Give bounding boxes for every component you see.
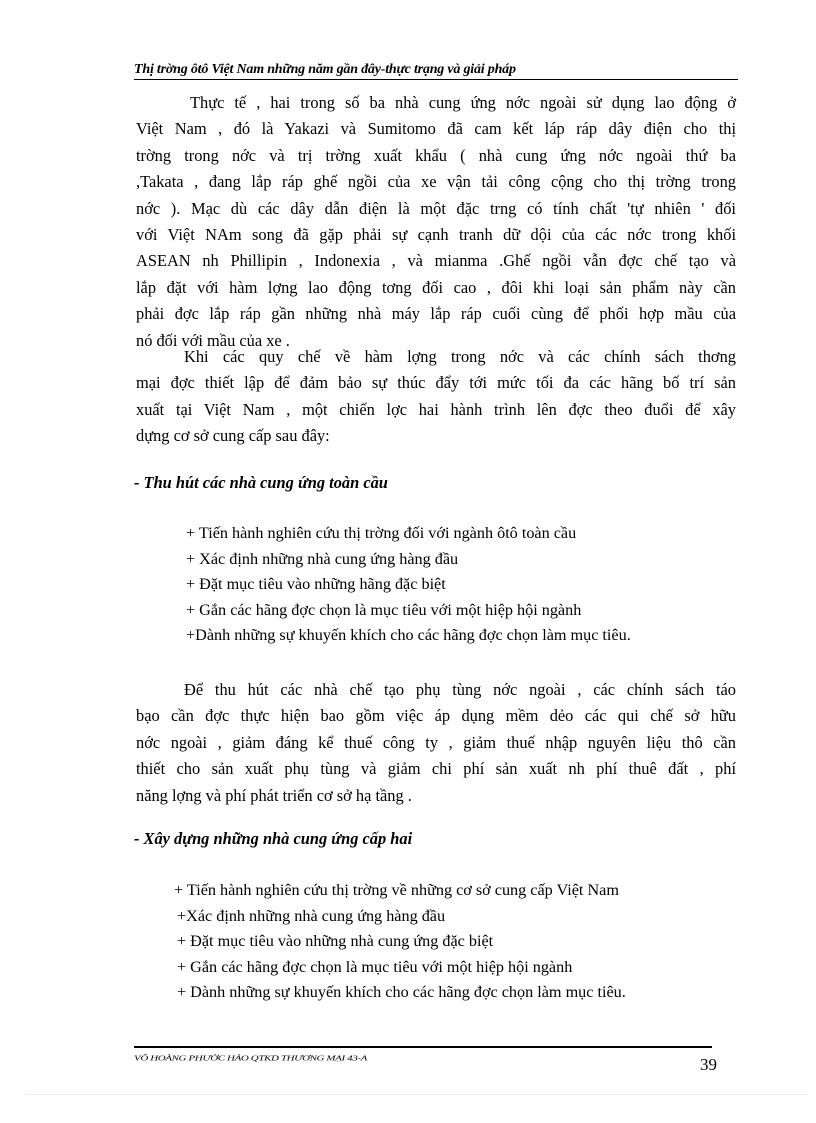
paragraph-line: Thực tế , hai trong số ba nhà cung ứng nớc ngoài sử dụng lao động ở bbox=[190, 93, 736, 112]
paragraph-line: Việt Nam , đó là Yakazi và Sumitomo đã cam kết láp ráp dây điện cho thị bbox=[136, 119, 736, 139]
paragraph-line: mại đợc thiết lập để đảm bảo sự thúc đẩy tới mức tối đa các hãng bố trí sản bbox=[136, 373, 736, 393]
page-number: 39 bbox=[700, 1055, 717, 1074]
paragraph-line: trờng trong nớc và trị trờng xuất khẩu ( nhà cung ứng nớc ngoài thứ ba bbox=[136, 145, 736, 165]
running-header: Thị trờng ôtô Việt Nam những năm gần đây-thực trạng và giải pháp bbox=[134, 62, 738, 80]
paragraph-line: lắp đặt với hàm lợng lao động tơng đối cao , đôi khi loại sản phẩm này cần bbox=[136, 277, 736, 297]
paragraph-line: ASEAN nh Phillipin , Indonexia , và mianma .Ghế ngồi vẫn đợc chế tạo và bbox=[136, 251, 736, 271]
list-item: + Tiến hành nghiên cứu thị trờng về những cơ sở cung cấp Việt Nam bbox=[174, 881, 619, 899]
list-item: + Tiến hành nghiên cứu thị trờng đối với ngành ôtô toàn cầu bbox=[186, 524, 577, 542]
paragraph-line: bạo cần đợc thực hiện bao gồm việc áp dụng mềm dẻo các qui chế sở hữu bbox=[136, 706, 736, 726]
footer-author: VÕ HOÀNG PHƯỚC HẢO QTKD THƯƠNG MẠI 43-A bbox=[134, 1054, 367, 1063]
paragraph-2 bbox=[136, 344, 736, 450]
paragraph-line: dựng cơ sở cung cấp sau đây: bbox=[136, 426, 330, 446]
paragraph-line: Để thu hút các nhà chế tạo phụ tùng nớc ngoài , các chính sách táo bbox=[184, 680, 736, 699]
paragraph-1 bbox=[136, 90, 736, 354]
list-item: + Xác định những nhà cung ứng hàng đầu bbox=[186, 549, 459, 568]
paragraph-line: với Việt NAm song đã gặp phải sự cạnh tranh dữ dội của các nớc trong khối bbox=[136, 225, 736, 245]
paragraph-line: nớc ). Mạc dù các dây dẫn điện là một đặc trng có tính chất 'tự nhiên ' đối bbox=[136, 198, 736, 218]
list-global-suppliers bbox=[186, 521, 631, 649]
paragraph-line: nó đối với mầu của xe . bbox=[136, 330, 290, 350]
list-item: + Gắn các hãng đợc chọn là mục tiêu với một hiệp hội ngành bbox=[186, 600, 582, 619]
list-tier-two-suppliers bbox=[174, 878, 626, 1006]
list-item: +Dành những sự khuyến khích cho các hãng đợc chọn làm mục tiêu. bbox=[186, 626, 631, 645]
paragraph-line: nớc ngoài , giảm đáng kể thuế công ty , giảm thuế nhập nguyên liệu thô cần bbox=[136, 732, 736, 752]
paragraph-line: Khi các quy chế về hàm lợng trong nớc và các chính sách thơng bbox=[184, 347, 736, 366]
list-item: + Gắn các hãng đợc chọn là mục tiêu với một hiệp hội ngành bbox=[177, 957, 573, 976]
footer-rule bbox=[134, 1046, 712, 1048]
paragraph-line: năng lợng và phí phát triển cơ sở hạ tầng . bbox=[136, 785, 412, 805]
section-heading-global-suppliers: - Thu hút các nhà cung ứng toàn cầu bbox=[134, 473, 388, 492]
paragraph-line: xuất tại Việt Nam , một chiến lợc hai hành trình lên đợc theo đuổi để xây bbox=[136, 399, 736, 419]
section-heading-tier-two-suppliers: - Xây dựng những nhà cung ứng cấp hai bbox=[134, 829, 413, 848]
list-item: + Dành những sự khuyến khích cho các hãng đợc chọn làm mục tiêu. bbox=[177, 983, 626, 1002]
list-item: + Đặt mục tiêu vào những hãng đặc biệt bbox=[186, 575, 446, 594]
paragraph-3 bbox=[136, 677, 736, 809]
list-item: +Xác định những nhà cung ứng hàng đầu bbox=[177, 906, 446, 925]
list-item: + Đặt mục tiêu vào những nhà cung ứng đặc biệt bbox=[177, 932, 494, 951]
paragraph-line: phải đợc lắp ráp gần những nhà máy lắp ráp cuối cùng để phối hợp mầu của bbox=[136, 304, 736, 324]
page-bottom-dotted-border bbox=[24, 1094, 808, 1095]
paragraph-line: thiết cho sản xuất phụ tùng và giảm chi phí sản xuất nh phí thuê đất , phí bbox=[136, 759, 736, 779]
paragraph-line: ,Takata , đang lắp ráp ghế ngồi của xe vận tải công cộng cho thị trờng trong bbox=[136, 172, 736, 192]
